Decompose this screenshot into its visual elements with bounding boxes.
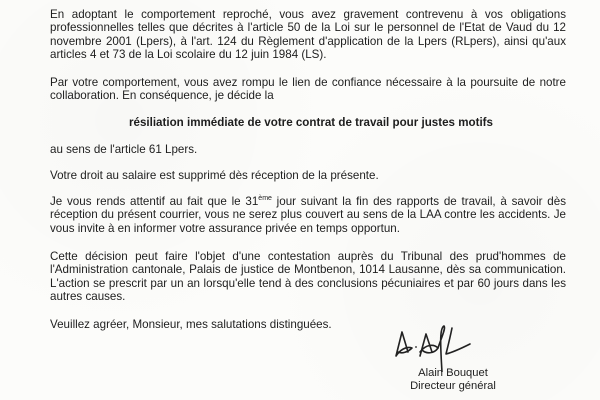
paragraph-trust-broken: Par votre comportement, vous avez rompu le lien de confiance nécessaire à la poursuite de notre collaboration. En conséquence, je décide la bbox=[50, 76, 566, 103]
paragraph-legal-basis: au sens de l'article 61 Lpers. bbox=[50, 143, 198, 156]
signature-icon bbox=[390, 322, 510, 372]
signatory-title: Directeur général bbox=[410, 379, 496, 392]
signatory-name: Alain Bouquet bbox=[418, 367, 488, 379]
ordinal-superscript: ème bbox=[258, 195, 272, 202]
closing-salutation: Veuillez agréer, Monsieur, mes salutations distinguées. bbox=[50, 318, 332, 331]
signatory-block bbox=[383, 367, 523, 392]
paragraph-salary: Votre droit au salaire est supprimé dès réception de la présente. bbox=[50, 169, 379, 182]
paragraph-violations: En adoptant le comportement reproché, vous avez gravement contrevenu à vos obligations professionnelles telles que décrites à l'article 50 de la Loi sur le personnel de l'Etat de Vaud du 12 novembre 2001 (Lpers), à l'art. 124 du Règlement d'application de la Lpers (RLpers), ainsi qu'aux articles 4 et 73 de la Loi scolaire du 12 juin 1984 (LS). bbox=[50, 8, 566, 62]
paragraph-appeal: Cette décision peut faire l'objet d'une contestation auprès du Tribunal des prud'hommes de l'Administration cantonale, Palais de justice de Montbenon, 1014 Lausanne, dès sa communication. L'action se prescrit par un an lorsqu'elle tend à des conclusions pécuniaires et par 60 jours dans les autres causes. bbox=[50, 250, 566, 304]
insurance-text-start: Je vous rends attentif au fait que le 31 bbox=[50, 195, 259, 208]
insurance-text-end: jour suivant la fin des rapports de travail, à savoir dès réception du présent courrier, vous ne serez plus couvert au sens de la LAA contre les accidents. Je vous invite à en informer votre assurance privée en temps opportun. bbox=[50, 195, 567, 235]
decision-heading: résiliation immédiate de votre contrat de travail pour justes motifs bbox=[128, 116, 493, 129]
paragraph-insurance bbox=[50, 195, 566, 235]
